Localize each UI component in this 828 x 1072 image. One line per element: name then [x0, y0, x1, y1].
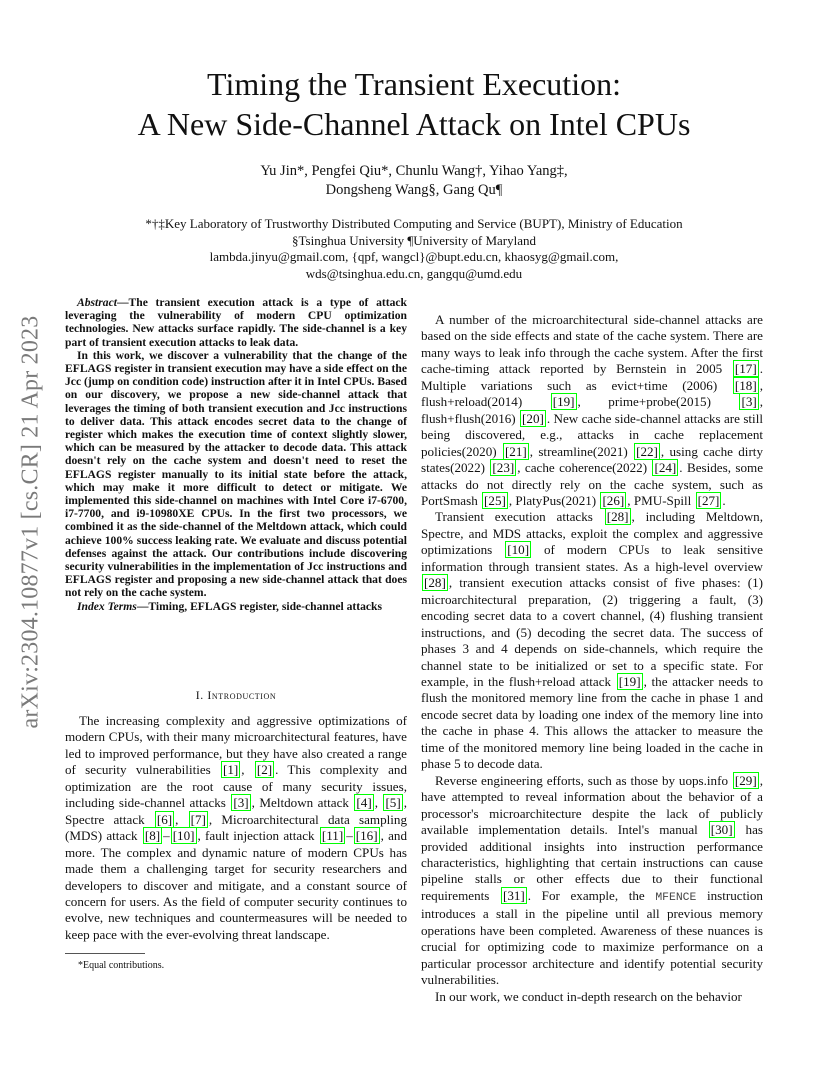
title-line-1: Timing the Transient Execution: [207, 66, 621, 102]
citation-27[interactable]: [27] [697, 492, 720, 508]
citation-8[interactable]: [8] [144, 828, 161, 844]
paper-title [80, 64, 748, 144]
authors-line-2: Dongsheng Wang§, Gang Qu¶ [325, 182, 503, 198]
citation-18[interactable]: [18] [734, 377, 757, 393]
email-line-1: lambda.jinyu@gmail.com, {qpf, wangcl}@bupt.edu.cn, khaosyg@gmail.com, [209, 249, 619, 264]
title-line-2: A New Side-Channel Attack on Intel CPUs [137, 106, 691, 142]
citation-31[interactable]: [31] [502, 887, 525, 903]
index-terms [65, 600, 407, 613]
right-paragraph-1: A number of the microarchitectural side-channel attacks are based on the side effects and state of the cache system. There are many ways to leak info through the cache system. After the first cache-timing attack reported by Bernstein in 2005 [17] . Multiple variations such as evict+time (2006) [18] , flush+reload(2014) [19] , prime+probe(2015) [3] , flush+flush(2016) [20] . New cache side-channel attacks are still being discovered, e.g., attacks in cache replacement policies(2020) [21] , streamline(2021) [22] , using cache dirty states(2022) [23] , cache coherence(2022) [24] . Besides, some attacks do not directly rely on the cache system, such as PortSmash [25] , PlatyPus(2021) [26] , PMU-Spill [27] . [421, 312, 764, 508]
affiliation-line-2: §Tsinghua University ¶University of Maryland [292, 232, 536, 248]
citation-20[interactable]: [20] [522, 410, 544, 426]
citation-22[interactable]: [22] [636, 443, 658, 459]
abstract-paragraph-1 [65, 296, 407, 349]
citation-21[interactable]: [21] [504, 443, 527, 459]
citation-2[interactable]: [2] [256, 762, 273, 778]
abstract-paragraph-2: In this work, we discover a vulnerability that the change of the EFLAGS register in transient execution may have a side effect on the Jcc (jump on condition code) instruction after it in Intel CPUs. Based on our discovery, we propose a new side-channel attack that leverages the timing of both transient execution and Jcc instructions to deliver data. This attack encodes secret data to the change of register which makes the execution time of context slightly slower, which can be measured by the attacker to decode data. This attack doesn't rely on the cache system and doesn't need to reset the EFLAGS register manually to its initial state before the attack, which may make it more difficult to detect or mitigate. We implemented this side-channel on machines with Intel Core i7-6700, i7-7700, and i9-10980XE CPUs. In the first two processors, we combined it as the side-channel of the Meltdown attack, which could achieve 100% success leaking rate. We evaluate and discuss potential defenses against the attack. Our contributions include discovering security vulnerabilities in the implementation of Jcc instructions and EFLAGS register and proposing a new side-channel attack that does not rely on the cache system. [65, 348, 407, 600]
index-terms-lead: Index Terms [77, 599, 137, 613]
citation-7[interactable]: [7] [190, 811, 206, 827]
affiliation-line-1: *†‡Key Laboratory of Trustworthy Distributed Computing and Service (BUPT), Ministry of Education [145, 216, 683, 231]
citation-17[interactable]: [17] [734, 361, 757, 377]
citation-30[interactable]: [30] [710, 822, 733, 838]
section-heading-introduction: I. Introduction [195, 688, 277, 702]
footnote-divider [65, 953, 145, 954]
mfence-code: MFENCE [655, 891, 697, 904]
citation-19b[interactable]: [19] [618, 673, 641, 689]
right-paragraph-4: In our work, we conduct in-depth research on the behavior [435, 988, 742, 1004]
footnote: *Equal contributions. [78, 960, 165, 971]
citation-10[interactable]: [10] [172, 828, 195, 844]
citation-28[interactable]: [28] [606, 509, 629, 525]
citation-11[interactable]: [11] [321, 828, 344, 844]
citation-1[interactable]: [1] [223, 762, 239, 778]
citation-6[interactable]: [6] [156, 811, 173, 827]
right-paragraph-3: Reverse engineering efforts, such as those by uops.info [29] , have attempted to reveal information about the behavior of a processor's microarchitecture despite the lack of publicly available implementation details. Intel's manual [30] has provided additional insights into instruction performance characteristics, highlighting that certain instructions can cause pipeline stalls or other effects due to their functional requirements [31] . For example, the MFENCE instruction introduces a stall in the pipeline until all previous memory operations have been completed. Awareness of these nuances is crucial for optimizing code to maximize performance on a particular processor architecture and identify potential security vulnerabilities. [421, 772, 763, 988]
author-list [80, 162, 748, 200]
arxiv-sidebar [6, 287, 56, 757]
right-column-body [421, 312, 763, 1005]
abstract-text-1: —The transient execution attack is a type of attack leveraging the vulnerability of modern CPU optimization technologies. New attacks surface rapidly. The side-channel is a key part of transient execution attacks to leak data. [65, 296, 407, 349]
citation-29[interactable]: [29] [734, 772, 757, 788]
citation-5[interactable]: [5] [385, 795, 401, 811]
arxiv-identifier: arXiv:2304.10877v1 [cs.CR] 21 Apr 2023 [17, 315, 44, 729]
index-terms-text: —Timing, EFLAGS register, side-channel attacks [136, 599, 383, 613]
abstract-lead: Abstract [77, 296, 117, 309]
affiliations [80, 216, 748, 282]
citation-3[interactable]: [3] [233, 795, 249, 811]
citation-4[interactable]: [4] [356, 795, 372, 811]
abstract [65, 296, 407, 613]
email-line-2: wds@tsinghua.edu.cn, gangqu@umd.edu [305, 265, 523, 281]
citation-24[interactable]: [24] [654, 460, 677, 476]
citation-3b[interactable]: [3] [741, 394, 757, 410]
citation-25[interactable]: [25] [484, 492, 506, 508]
authors-line-1: Yu Jin*, Pengfei Qiu*, Chunlu Wang†, Yihao Yang‡, [260, 163, 568, 179]
right-paragraph-2: Transient execution attacks [28] , including Meltdown, Spectre, and MDS attacks, exploit the complex and aggressive optimizations [10] of modern CPUs to leak sensitive information through transient states. As a high-level overview [28] , transient execution attacks consist of five phases: (1) microarchitectural preparation, (2) triggering a fault, (3) encoding secret data to a covert channel, (4) flushing transient instructions, and (5) decoding the secret data. The success of phases 3 and 4 depends on side-channels, which require the channel state to be initialized or set to a specific state. For example, in the flush+reload attack [19] , the attacker needs to flush the monitored memory line from the cache in phase 1 and encode secret data by loading one index of the memory line into the cache in phase 4. This allows the attacker to measure the time of the monitored memory line being loaded in the cache in phase 5 to decode data. [421, 509, 763, 772]
citation-10b[interactable]: [10] [507, 542, 530, 558]
introduction-body [65, 713, 407, 943]
citation-16[interactable]: [16] [355, 828, 378, 844]
citation-28b[interactable]: [28] [424, 575, 446, 591]
citation-23[interactable]: [23] [492, 460, 515, 476]
citation-26[interactable]: [26] [602, 492, 625, 508]
intro-paragraph-1: The increasing complexity and aggressive optimizations of modern CPUs, with their many microarchitectural features, have led to improved performance, but they have also created a range of security vulnerabilities [1] , [2] . This complexity and optimization are the root cause of many security issues, including side-channel attacks [3] , Meltdown attack [4] , [5] , Spectre attack [6] , [7] , Microarchitectural data sampling (MDS) attack [8] – [10] , fault injection attack [11] – [16] , and more. The complex and dynamic nature of modern CPUs has made them a challenging target for security researchers and developers to discover and mitigate, and a constant source of concern for users. As the field of computer security continues to evolve, new techniques and countermeasures will be needed to keep pace with the ever-evolving threat landscape. [65, 713, 408, 942]
citation-19[interactable]: [19] [552, 394, 575, 410]
